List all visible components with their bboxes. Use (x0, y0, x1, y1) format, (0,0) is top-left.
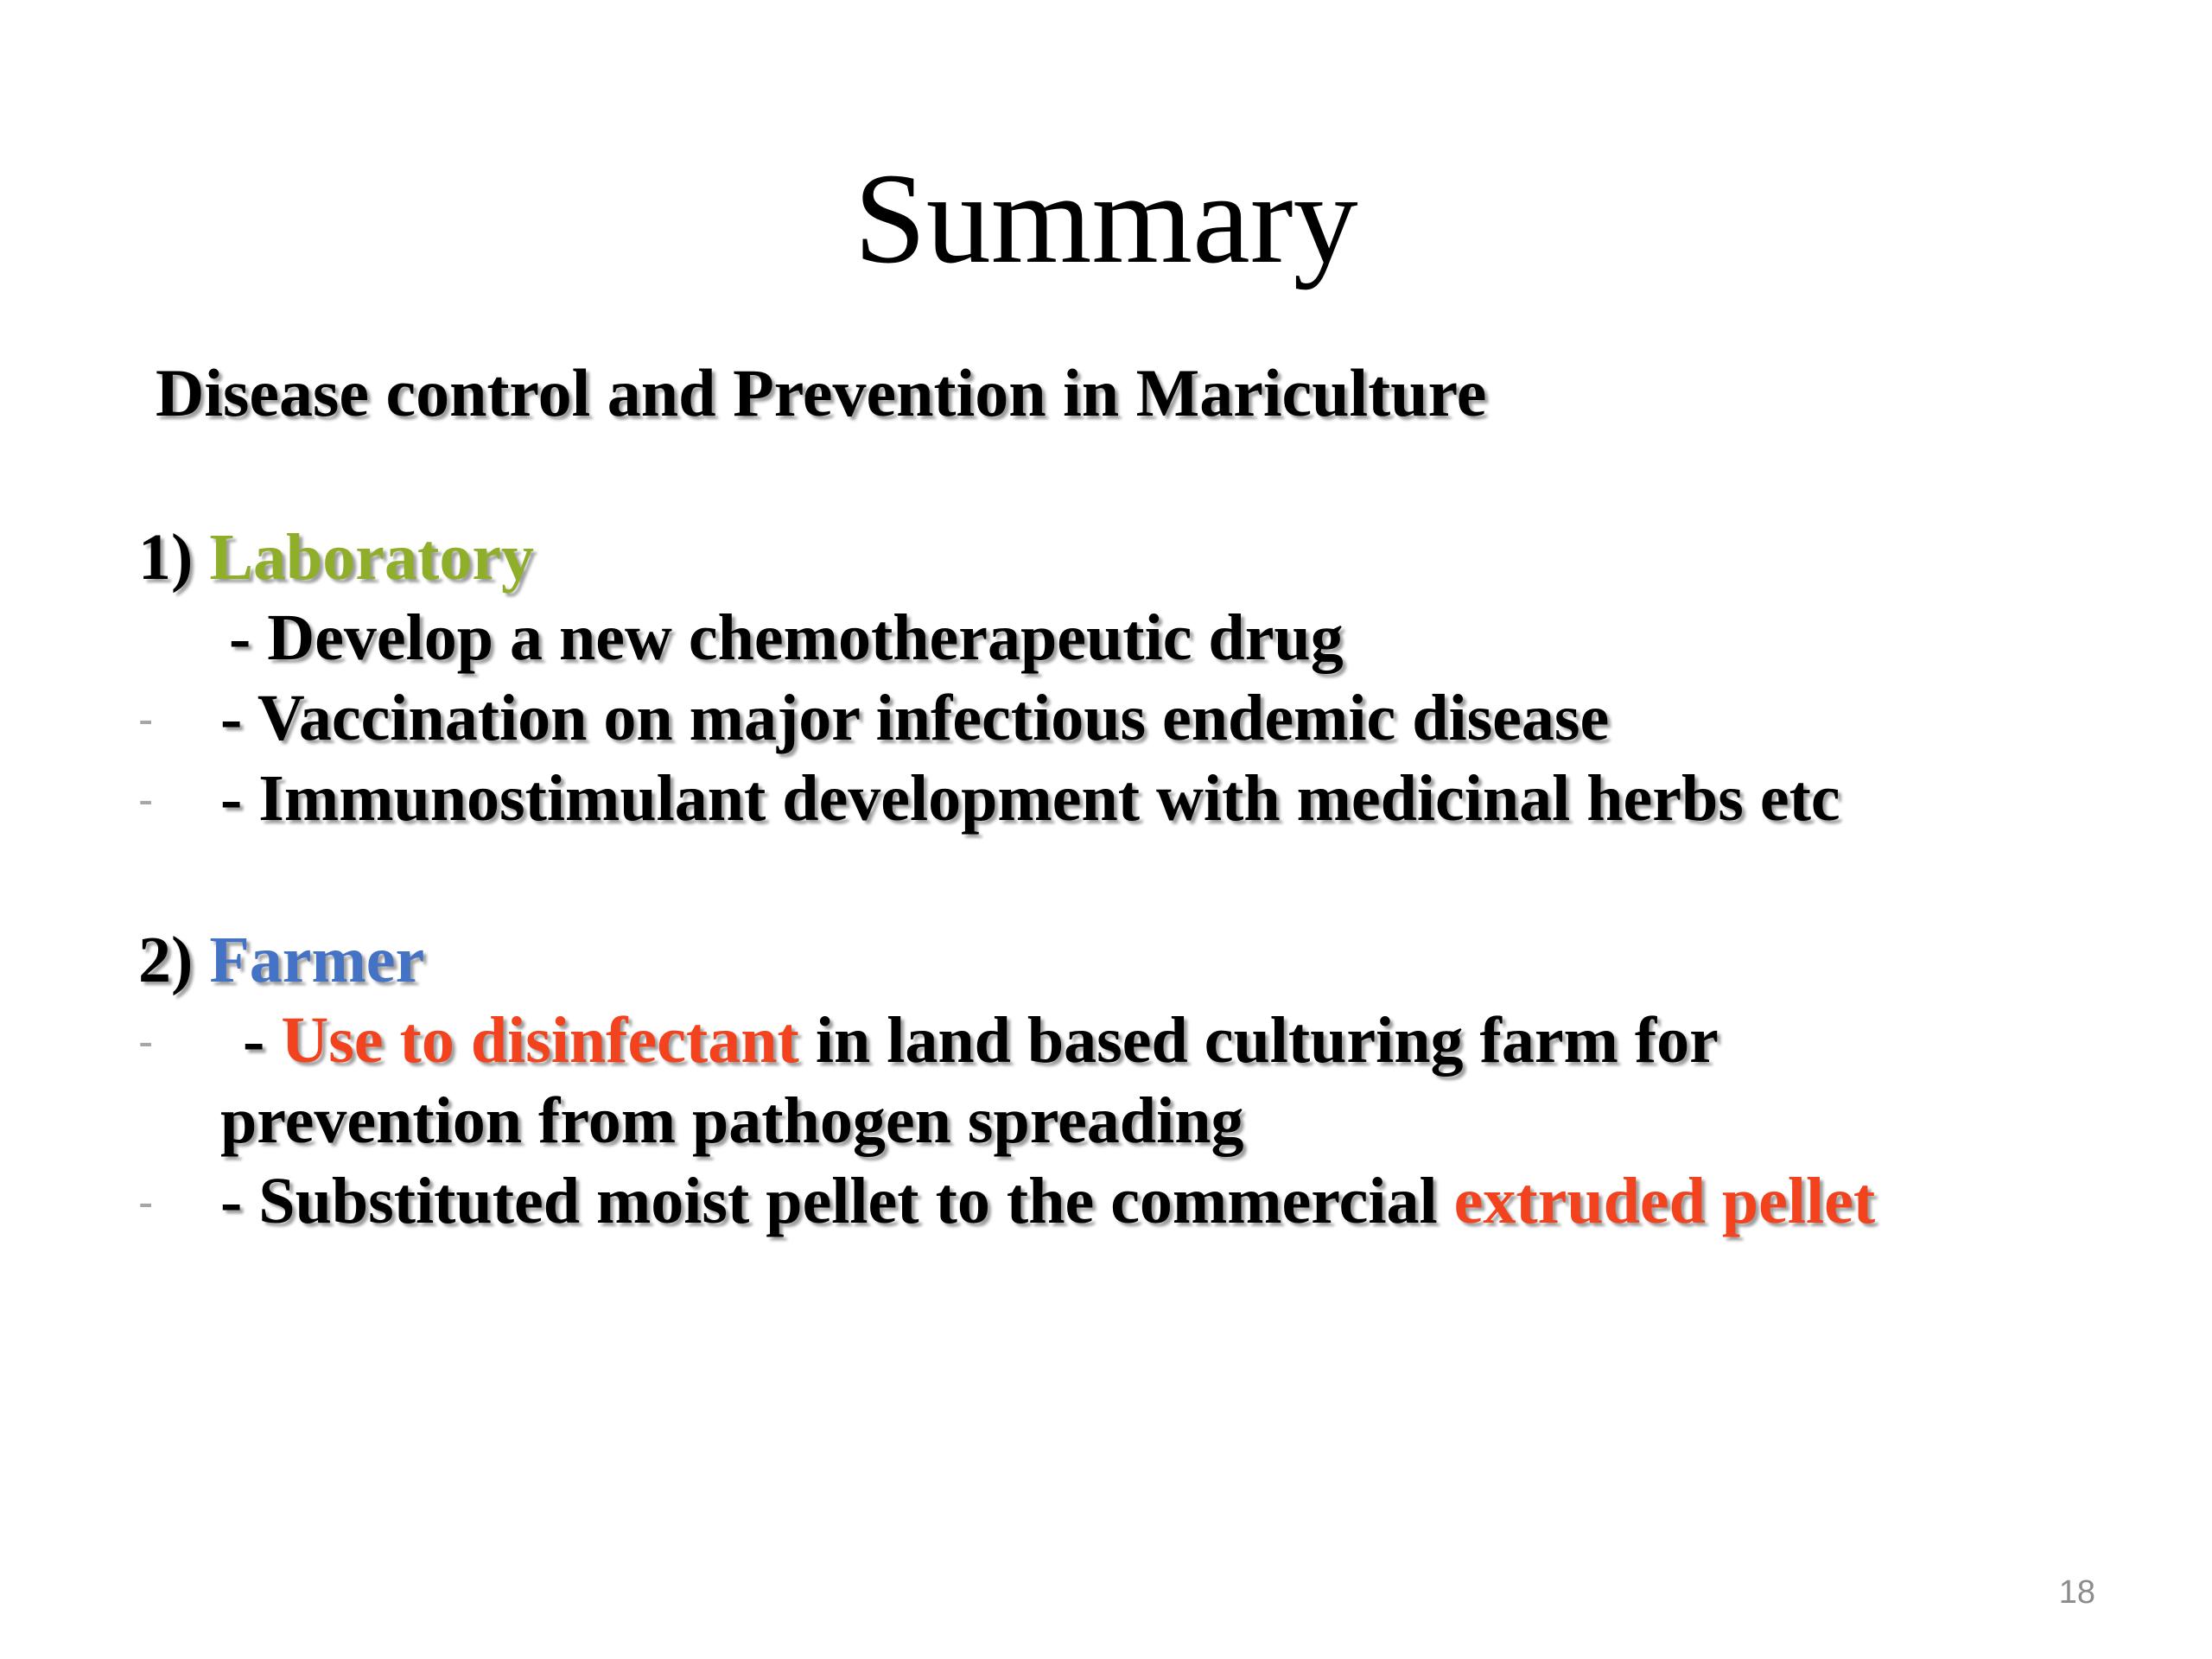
bullet-marker: - (138, 1017, 154, 1067)
list-item: - Vaccination on major infectious endemic disease (220, 682, 1610, 754)
section-laboratory-heading (138, 518, 534, 596)
list-item: - Substituted moist pellet to the commercial extruded pellet (220, 1165, 1876, 1237)
highlight-text: Use to disinfectant (281, 1004, 799, 1077)
slide-subtitle: Disease control and Prevention in Mariculture (156, 355, 1487, 430)
section-label-laboratory: Laboratory (209, 521, 535, 594)
section-label-farmer: Farmer (209, 924, 425, 996)
slide-title: Summary (854, 147, 1358, 290)
bullet-marker: - (138, 1178, 154, 1228)
bullet-marker: - (138, 695, 154, 745)
list-item-continuation: prevention from pathogen spreading (220, 1084, 1244, 1157)
list-item: - Use to disinfectant in land based culturing farm for (243, 1004, 1719, 1077)
list-item: - Develop a new chemotherapeutic drug (229, 601, 1344, 674)
section-number: 2) (138, 924, 194, 996)
list-item: - Immunostimulant development with medicinal herbs etc (220, 762, 1840, 835)
highlight-text: extruded pellet (1453, 1165, 1876, 1237)
bullet-marker: - (138, 775, 154, 825)
section-number: 1) (138, 521, 194, 594)
page-number: 18 (2058, 1574, 2095, 1611)
section-farmer-heading (138, 921, 424, 999)
